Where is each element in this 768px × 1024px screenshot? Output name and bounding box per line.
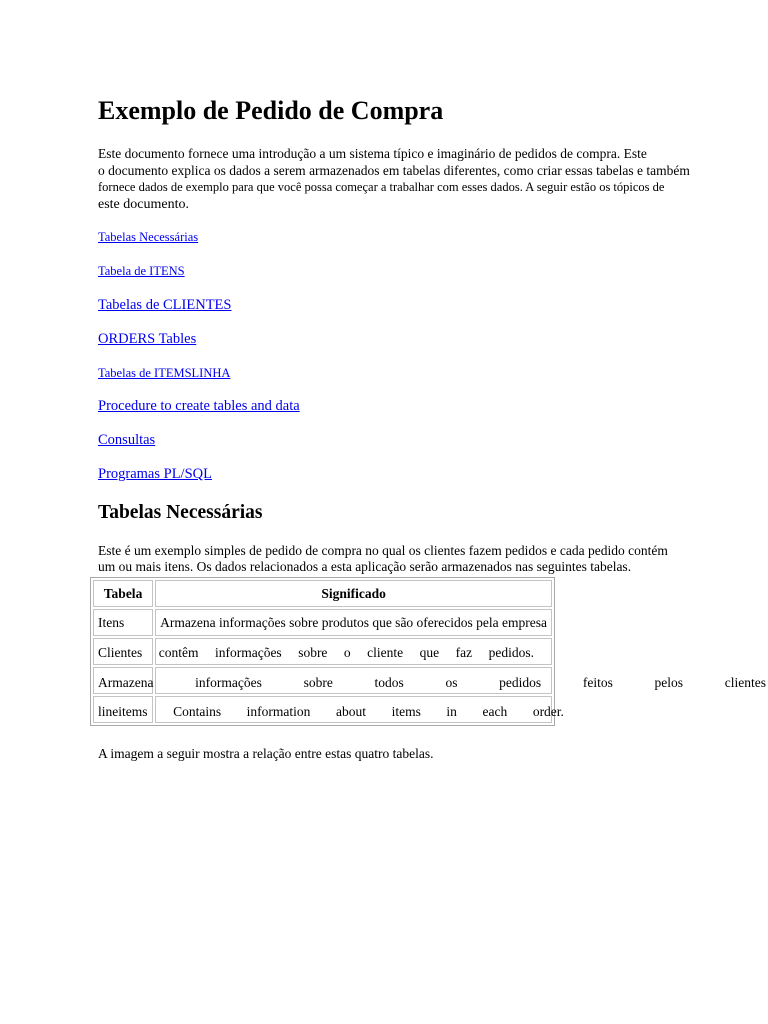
row3-word: clientes bbox=[724, 675, 766, 690]
row3-word: Armazena bbox=[98, 675, 154, 690]
row4-word: lineitems bbox=[98, 704, 148, 719]
row2-word: pedidos. bbox=[488, 645, 534, 660]
table-cell-meaning: Armazena informações sobre produtos que são oferecidos pela empresa bbox=[155, 609, 552, 636]
row3-word: pedidos bbox=[499, 675, 542, 690]
document-title: Exemplo de Pedido de Compra bbox=[98, 96, 444, 125]
row2-word: contêm bbox=[158, 645, 199, 660]
row4-word: Contains bbox=[173, 704, 222, 719]
table-row-armazena-text bbox=[98, 675, 766, 691]
intro-paragraph bbox=[98, 145, 718, 213]
section-line-2: um ou mais itens. Os dados relacionados a esta aplicação serão armazenados nas seguintes tabelas. bbox=[98, 559, 632, 574]
row2-word: cliente bbox=[367, 645, 404, 660]
table-row bbox=[93, 609, 552, 636]
toc-link-tabelas-necessarias[interactable]: Tabelas Necessárias bbox=[98, 230, 199, 244]
section-paragraph bbox=[98, 543, 668, 575]
row4-word: information bbox=[246, 704, 311, 719]
intro-line-3: fornece dados de exemplo para que você possa começar a trabalhar com esses dados. A seguir estão os tópicos de bbox=[98, 180, 665, 194]
row2-word: faz bbox=[455, 645, 473, 660]
row2-word: informações bbox=[214, 645, 282, 660]
toc-link-consultas[interactable]: Consultas bbox=[98, 432, 156, 448]
toc-link-tabelas-itemslinha[interactable]: Tabelas de ITEMSLINHA bbox=[98, 366, 231, 380]
row3-word: os bbox=[445, 675, 458, 690]
table-cell-name: Itens bbox=[93, 609, 153, 636]
toc-link-procedure[interactable]: Procedure to create tables and data bbox=[98, 398, 300, 414]
intro-line-2: o documento explica os dados a serem armazenados em tabelas diferentes, como criar essas tabelas e também bbox=[98, 163, 690, 178]
row4-word: about bbox=[336, 704, 366, 719]
closing-paragraph: A imagem a seguir mostra a relação entre estas quatro tabelas. bbox=[98, 746, 434, 761]
toc-link-programas-plsql[interactable]: Programas PL/SQL bbox=[98, 466, 212, 482]
intro-line-1: Este documento fornece uma introdução a um sistema típico e imaginário de pedidos de compra. Este bbox=[98, 146, 647, 161]
row3-word: informações bbox=[195, 675, 262, 690]
table-row-lineitems-text bbox=[98, 704, 564, 720]
row2-word: que bbox=[419, 645, 440, 660]
table-header-row bbox=[93, 580, 552, 607]
toc-link-orders-tables[interactable]: ORDERS Tables bbox=[98, 331, 197, 347]
intro-line-4: este documento. bbox=[98, 197, 189, 212]
row3-word: sobre bbox=[303, 675, 333, 690]
row2-word: sobre bbox=[298, 645, 328, 660]
row3-word: feitos bbox=[582, 675, 613, 690]
table-header-tabela: Tabela bbox=[93, 580, 153, 607]
row4-word: each bbox=[482, 704, 508, 719]
row4-word: in bbox=[446, 704, 457, 719]
section-line-1: Este é um exemplo simples de pedido de compra no qual os clientes fazem pedidos e cada pedido contém bbox=[98, 543, 668, 558]
row2-word: Clientes bbox=[98, 645, 143, 660]
section-heading: Tabelas Necessárias bbox=[98, 502, 263, 523]
table-row-clientes-text bbox=[98, 645, 534, 661]
toc-link-tabela-itens[interactable]: Tabela de ITENS bbox=[98, 264, 185, 278]
toc-link-tabelas-clientes[interactable]: Tabelas de CLIENTES bbox=[98, 297, 232, 313]
row4-word: items bbox=[391, 704, 421, 719]
row3-word: pelos bbox=[654, 675, 684, 690]
table-header-significado: Significado bbox=[155, 580, 552, 607]
row4-word: order. bbox=[532, 704, 564, 719]
row2-word: o bbox=[343, 645, 351, 660]
row3-word: todos bbox=[374, 675, 404, 690]
